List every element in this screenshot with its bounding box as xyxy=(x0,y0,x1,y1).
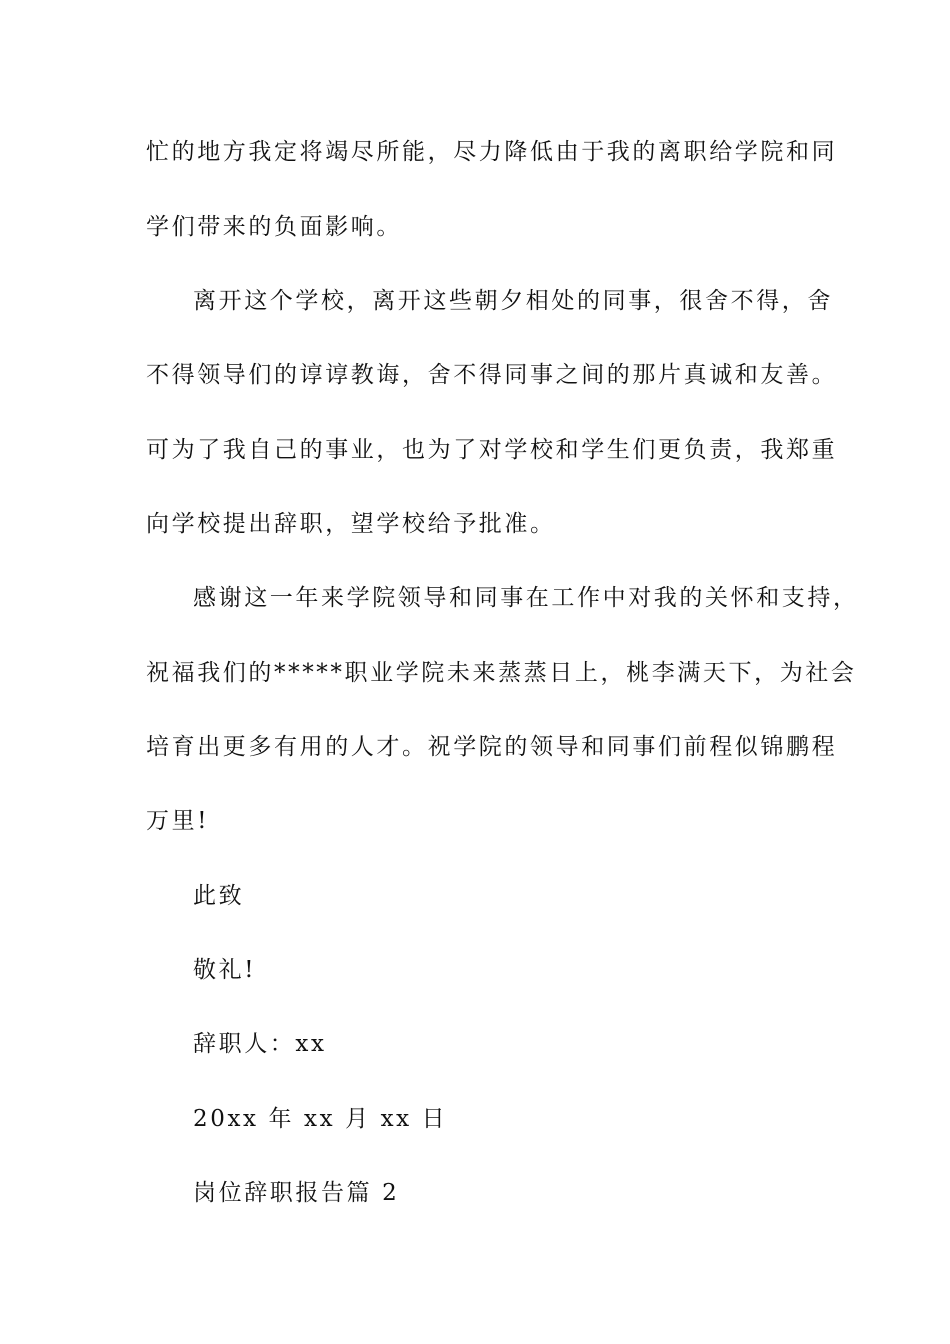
paragraph-line-4: 不得领导们的谆谆教诲，舍不得同事之间的那片真诚和友善。 xyxy=(146,362,838,388)
paragraph-line-1: 忙的地方我定将竭尽所能，尽力降低由于我的离职给学院和同 xyxy=(146,139,838,165)
paragraph-line-9: 培育出更多有用的人才。祝学院的领导和同事们前程似锦鹏程 xyxy=(146,734,838,760)
date-line: 20xx 年 xx 月 xx 日 xyxy=(193,1106,448,1132)
paragraph-line-2: 学们带来的负面影响。 xyxy=(146,214,402,240)
paragraph-line-3: 离开这个学校，离开这些朝夕相处的同事，很舍不得，舍 xyxy=(193,288,833,314)
paragraph-line-5: 可为了我自己的事业，也为了对学校和学生们更负责，我郑重 xyxy=(146,437,838,463)
signatory-line: 辞职人：xx xyxy=(193,1031,327,1057)
section-heading: 岗位辞职报告篇 2 xyxy=(193,1180,400,1206)
closing-salutation: 此致 xyxy=(193,883,245,909)
closing-regards: 敬礼! xyxy=(193,957,257,983)
paragraph-line-6: 向学校提出辞职，望学校给予批准。 xyxy=(146,511,556,537)
paragraph-line-7: 感谢这一年来学院领导和同事在工作中对我的关怀和支持， xyxy=(193,585,859,611)
paragraph-line-10: 万里! xyxy=(146,808,210,834)
paragraph-line-8: 祝福我们的*****职业学院未来蒸蒸日上，桃李满天下，为社会 xyxy=(146,660,857,686)
